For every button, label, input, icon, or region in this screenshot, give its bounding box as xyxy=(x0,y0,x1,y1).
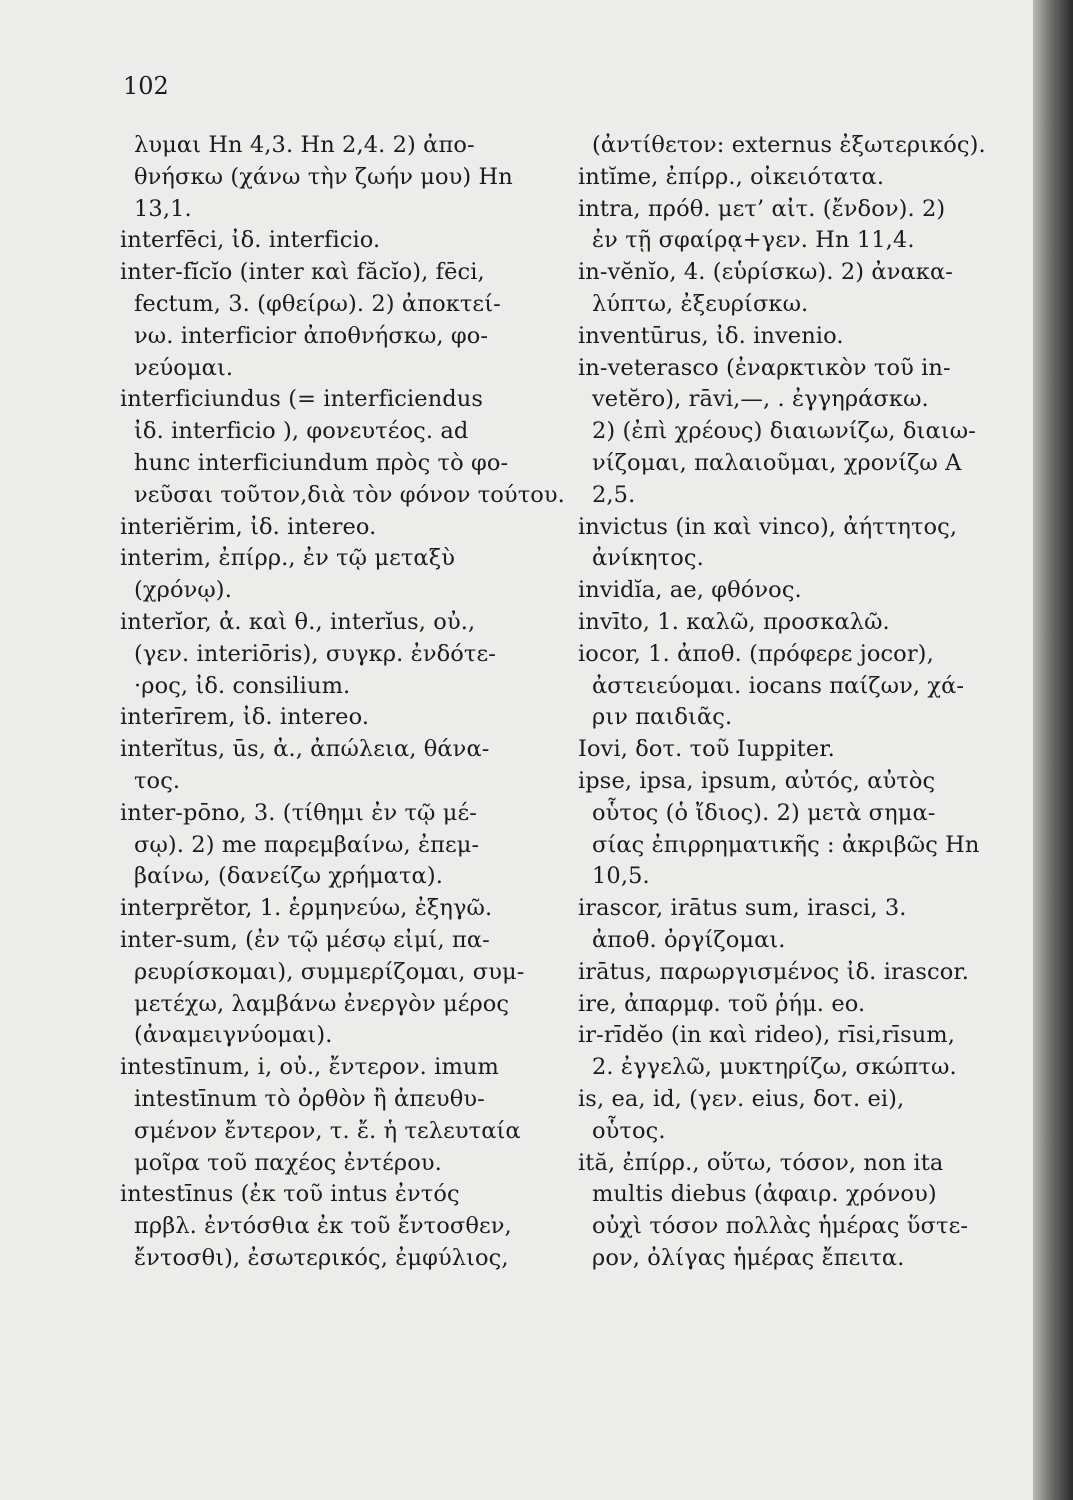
dictionary-line: multis diebus (ἀφαιρ. χρόνου) xyxy=(592,1181,937,1208)
page-binding-edge xyxy=(1033,0,1073,1500)
dictionary-line: οὗτος. xyxy=(592,1117,666,1144)
dictionary-line: οὐχὶ τόσον πολλὰς ἡμέρας ὕστε- xyxy=(592,1213,969,1240)
dictionary-line: invīto, 1. καλῶ, προσκαλῶ. xyxy=(578,608,890,635)
dictionary-line: interficiundus (= interficiendus xyxy=(120,386,484,413)
dictionary-line: iocor, 1. ἀποθ. (πρόφερε jocor), xyxy=(578,640,934,667)
dictionary-line: ρευρίσκομαι), συμμερίζομαι, συμ- xyxy=(134,958,525,985)
dictionary-line: νεῦσαι τοῦτον,διὰ τὸν φόνον τούτου. xyxy=(134,481,565,508)
dictionary-line: irascor, irātus sum, irasci, 3. xyxy=(578,895,907,922)
dictionary-line: ită, ἐπίρρ., οὕτω, τόσον, non ita xyxy=(578,1149,944,1176)
dictionary-line: (χρόνῳ). xyxy=(134,577,232,604)
dictionary-line: inter-fĭcĭo (inter καὶ făcĭo), fēci, xyxy=(120,259,485,286)
dictionary-line: λυμαι Hn 4,3. Hn 2,4. 2) ἀπο- xyxy=(134,132,475,158)
dictionary-line: 2,5. xyxy=(592,481,636,508)
dictionary-line: irātus, παρωργισμένος ἰδ. irascor. xyxy=(578,958,969,985)
dictionary-line: intestīnum τὸ ὀρθὸν ἢ ἀπευθυ- xyxy=(134,1085,485,1112)
dictionary-line: μοῖρα τοῦ παχέος ἐντέρου. xyxy=(134,1149,442,1176)
dictionary-line: νίζομαι, παλαιοῦμαι, χρονίζω A xyxy=(592,449,962,476)
page-number: 102 xyxy=(123,72,169,100)
dictionary-line: ipse, ipsa, ipsum, αὐτός, αὐτὸς xyxy=(578,767,936,794)
dictionary-line: ἀνίκητος. xyxy=(592,545,704,572)
dictionary-line: invidĭa, ae, φθόνος. xyxy=(578,577,802,604)
dictionary-line: invictus (in καὶ vinco), ἀήττητος, xyxy=(578,513,958,540)
dictionary-line: interprĕtor, 1. ἑρμηνεύω, ἐξηγῶ. xyxy=(120,895,493,922)
dictionary-line: inter-sum, (ἐν τῷ μέσῳ εἰμί, πα- xyxy=(120,926,490,953)
dictionary-line: interim, ἐπίρρ., ἐν τῷ μεταξὺ xyxy=(120,545,455,572)
dictionary-line: ἔντοσθι), ἐσωτερικός, ἐμφύλιος, xyxy=(134,1244,509,1271)
dictionary-line: νω. interficior ἀποθνήσκω, φο- xyxy=(134,322,489,349)
dictionary-line: hunc interficiundum πρὸς τὸ φο- xyxy=(134,449,509,476)
dictionary-line: σίας ἐπιρρηματικῆς : ἀκριβῶς Hn xyxy=(592,831,980,858)
dictionary-line: interĭtus, ūs, ἀ., ἀπώλεια, θάνα- xyxy=(120,736,490,763)
dictionary-line: Iovi, δοτ. τοῦ Iuppiter. xyxy=(578,736,835,763)
dictionary-line: 2) (ἐπὶ χρέους) διαιωνίζω, διαιω- xyxy=(592,418,976,445)
dictionary-line: ire, ἀπαρμφ. τοῦ ῥήμ. eo. xyxy=(578,990,866,1017)
dictionary-line: intestīnum, i, οὐ., ἔντερον. imum xyxy=(120,1054,499,1081)
dictionary-line: ·ρος, ἰδ. consilium. xyxy=(134,672,351,699)
dictionary-line: τος. xyxy=(134,767,181,794)
dictionary-line: ρον, ὀλίγας ἡμέρας ἔπειτα. xyxy=(592,1244,905,1271)
dictionary-line: intĭme, ἐπίρρ., οἰκειότατα. xyxy=(578,163,885,190)
dictionary-line: in-vĕnĭo, 4. (εὑρίσκω). 2) ἀνακα- xyxy=(578,259,953,286)
dictionary-line: ir-rīdĕo (in καὶ rideo), rīsi,rīsum, xyxy=(578,1022,955,1049)
dictionary-line: 10,5. xyxy=(592,863,650,890)
dictionary-line: ἀποθ. ὀργίζομαι. xyxy=(592,926,786,953)
dictionary-line: μετέχω, λαμβάνω ἐνεργὸν μέρος xyxy=(134,990,510,1017)
dictionary-line: νεύομαι. xyxy=(134,354,234,381)
dictionary-line: inventūrus, ἰδ. invenio. xyxy=(578,322,844,349)
dictionary-line: βαίνω, (δανείζω χρήματα). xyxy=(134,863,443,890)
dictionary-line: inter-pōno, 3. (τίθημι ἐν τῷ μέ- xyxy=(120,799,477,826)
dictionary-line: interfēci, ἰδ. interficio. xyxy=(120,227,381,254)
dictionary-line: σμένον ἔντερον, τ. ἔ. ἡ τελευταία xyxy=(134,1117,521,1144)
dictionary-line: vetĕro), rāvi,—, . ἐγγηράσκω. xyxy=(592,386,929,413)
dictionary-line: λύπτω, ἐξευρίσκω. xyxy=(592,290,809,317)
dictionary-line: (ἀναμειγνύομαι). xyxy=(134,1022,333,1049)
dictionary-line: σῳ). 2) me παρεμβαίνω, ἐπεμ- xyxy=(134,831,480,858)
dictionary-line: intra, πρόθ. μετ’ αἰτ. (ἔνδον). 2) xyxy=(578,195,946,222)
dictionary-line: (γεν. interiōris), συγκρ. ἐνδότε- xyxy=(134,640,496,667)
dictionary-line: fectum, 3. (φθείρω). 2) ἀποκτεί- xyxy=(134,290,501,317)
dictionary-line: 13,1. xyxy=(134,195,192,222)
dictionary-line: ἰδ. interficio ), φονευτέος. ad xyxy=(134,418,469,445)
dictionary-line: is, ea, id, (γεν. eius, δοτ. ei), xyxy=(578,1085,905,1112)
dictionary-line: interīrem, ἰδ. intereo. xyxy=(120,704,370,731)
left-column xyxy=(120,130,565,1275)
dictionary-line: θνήσκω (χάνω τὴν ζωήν μου) Hn xyxy=(134,163,513,190)
dictionary-line: ἀστειεύομαι. iocans παίζων, χά- xyxy=(592,672,965,699)
dictionary-line: οὗτος (ὁ ἴδιος). 2) μετὰ σημα- xyxy=(592,799,936,826)
dictionary-line: ἐν τῇ σφαίρᾳ+γεν. Hn 11,4. xyxy=(592,227,915,254)
dictionary-line: (ἀντίθετον: externus ἐξωτερικός). xyxy=(592,132,986,158)
dictionary-line: interĭor, ἀ. καὶ θ., interĭus, οὐ., xyxy=(120,608,476,635)
dictionary-line: 2. ἐγγελῶ, μυκτηρίζω, σκώπτω. xyxy=(592,1054,957,1081)
dictionary-line: πρβλ. ἐντόσθια ἐκ τοῦ ἔντοσθεν, xyxy=(134,1213,512,1240)
dictionary-line: interiĕrim, ἰδ. intereo. xyxy=(120,513,377,540)
right-column xyxy=(578,130,1018,1275)
dictionary-line: in-veterasco (ἐναρκτικὸν τοῦ in- xyxy=(578,354,951,381)
dictionary-line: ριν παιδιᾶς. xyxy=(592,704,733,731)
dictionary-line: intestīnus (ἐκ τοῦ intus ἐντός xyxy=(120,1181,460,1208)
